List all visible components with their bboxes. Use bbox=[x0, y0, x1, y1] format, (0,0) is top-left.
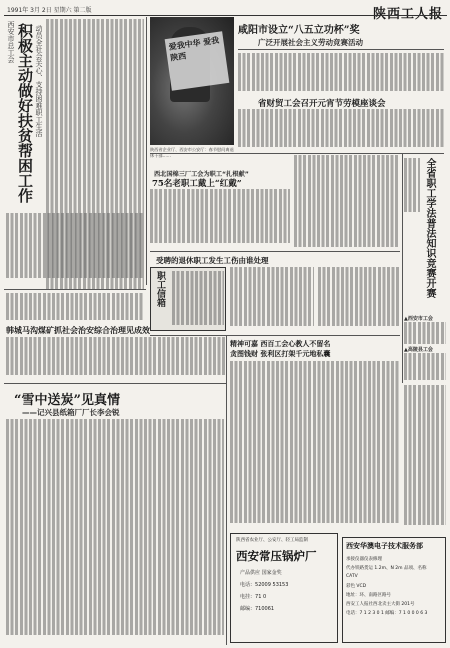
vertical-right-item-2: ▲高陵县工会 bbox=[404, 347, 433, 353]
lead-headline: 积极主动做好扶贫帮困工作 bbox=[16, 23, 34, 203]
top-right-subhead: 广泛开展社会主义劳动竞赛活动 bbox=[258, 38, 363, 47]
mid-headline-c: 受聘的退休职工发生工伤由谁处理 bbox=[156, 256, 269, 265]
lower-left-body bbox=[6, 337, 226, 379]
injury-body bbox=[230, 267, 314, 331]
rule bbox=[238, 49, 444, 50]
boiler-ad-org: 陕西省农业厅、公安厅、轻工局监制 bbox=[236, 538, 308, 543]
mid-right-body bbox=[294, 155, 399, 250]
lead-subhead: 动员全社会关心、支持困难职工生活 bbox=[35, 25, 43, 137]
electronics-ad-title: 西安华澳电子技术服务部 bbox=[346, 541, 423, 550]
lower-left-subhead-2: ——记兴县纸箱厂厂长李会锐 bbox=[22, 408, 120, 417]
mid-lower-body bbox=[230, 361, 400, 529]
photo-caption: 陕西省企业厅、西安市公安厅：春节慰问离退休干部…… bbox=[150, 147, 234, 158]
right-item-2-body bbox=[404, 353, 446, 381]
mid-body bbox=[150, 189, 290, 247]
right-lower-body bbox=[404, 385, 446, 535]
mid-headline-e: 贪图钱财 张利区打架千元地私囊 bbox=[230, 349, 331, 358]
top-right-body bbox=[238, 53, 444, 95]
newspaper-logo: 陕西工人报 bbox=[372, 7, 443, 22]
vertical-right-item-1: ▲西安市工会 bbox=[404, 316, 433, 322]
electronics-ad bbox=[342, 537, 446, 643]
masthead-rule bbox=[4, 15, 447, 16]
electronics-ad-line: 彩色 VCD bbox=[346, 584, 367, 589]
column-rule bbox=[146, 17, 147, 285]
column-rule bbox=[402, 153, 403, 383]
photo-sign: 爱我中华 爱我陕西 bbox=[165, 31, 230, 91]
lower-left-intro bbox=[6, 293, 144, 321]
top-right-headline: 咸阳市设立“八五立功杯”奖 bbox=[238, 25, 360, 36]
lower-left-body-2 bbox=[6, 419, 224, 643]
date-line: 1991年 3月 2日 星期六 第二版 bbox=[7, 7, 92, 14]
mid-headline-d: 精神可嘉 西百工会心教人不留名 bbox=[230, 339, 331, 348]
right-item-1-body bbox=[404, 322, 446, 344]
column-rule bbox=[226, 335, 227, 645]
vertical-right-body bbox=[404, 158, 420, 308]
lead-body-text-lower bbox=[6, 213, 144, 283]
lead-photo bbox=[150, 17, 234, 145]
electronics-ad-line: 承接仪器仪表修理 bbox=[346, 557, 382, 562]
electronics-ad-line: 电话：7 1 2 3 0 1 邮编：7 1 0 0 0 6 3 bbox=[346, 611, 428, 616]
boiler-ad-title: 西安常压锅炉厂 bbox=[236, 549, 317, 563]
mailbox-body bbox=[172, 271, 224, 329]
rule bbox=[150, 153, 444, 154]
electronics-ad-line: CATV bbox=[346, 574, 358, 579]
lead-kicker: 西安市总工会 bbox=[7, 21, 15, 63]
rule bbox=[4, 383, 226, 384]
electronics-ad-line: 代办铁路货运 1.2m、N 2m 品项、名称 bbox=[346, 566, 427, 571]
vertical-right-headline: 全省职工学法普法知识竞赛开赛 bbox=[424, 158, 435, 298]
second-right-headline: 省财贸工会召开元宵节劳模座谈会 bbox=[258, 99, 386, 109]
boiler-ad-phone-row: 电话：52009 53153 bbox=[240, 582, 289, 588]
boiler-ad-zip: 邮编：710061 bbox=[240, 606, 275, 612]
mid-headline-b: 75名老职工戴上“红戴” bbox=[152, 179, 242, 189]
injury-body-2 bbox=[318, 267, 400, 331]
rule bbox=[150, 335, 400, 336]
boiler-ad-product: 产品供应 国家金奖 bbox=[240, 570, 282, 576]
boiler-ad-fax-row: 电挂：71 0 bbox=[240, 594, 267, 600]
rule bbox=[150, 251, 400, 252]
second-right-body bbox=[238, 109, 444, 149]
lower-left-headline-2: “雪中送炭”见真情 bbox=[14, 393, 120, 408]
newspaper-page bbox=[4, 3, 447, 645]
electronics-ad-line: 西安工人报社西北卖主大街 201号 bbox=[346, 602, 415, 607]
mailbox-title: 职工信箱 bbox=[155, 271, 165, 307]
electronics-ad-line: 地址：环、南路区路号 bbox=[346, 593, 391, 598]
rule bbox=[4, 289, 146, 290]
lower-left-headline: 韩城马沟煤矿抓社会治安综合治理见成效 bbox=[6, 325, 150, 335]
mid-headline-a: 西北国棉三厂工会为职工“扎根献” bbox=[154, 171, 249, 178]
